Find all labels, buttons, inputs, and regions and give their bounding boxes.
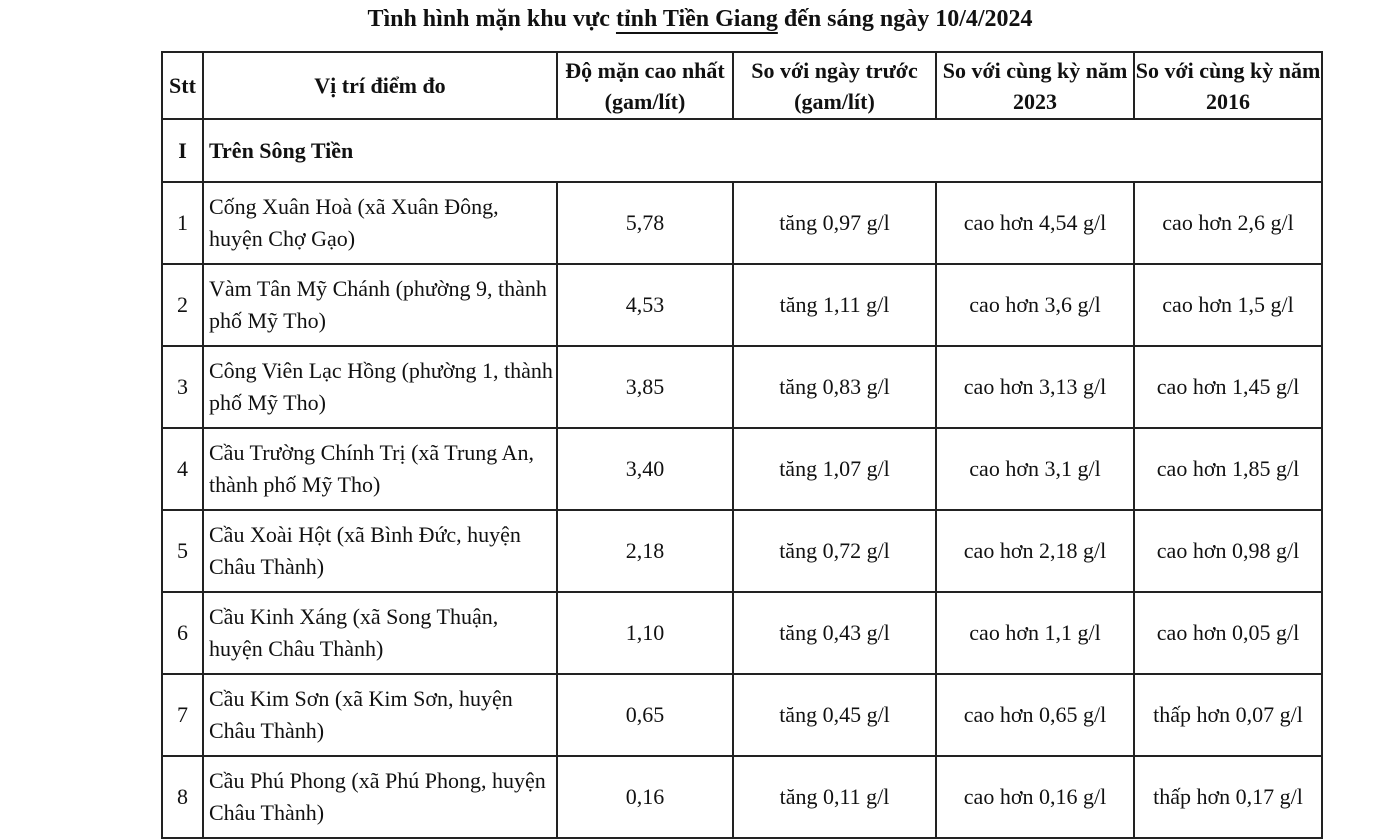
cell-location: Công Viên Lạc Hồng (phường 1, thành phố Mỹ Tho) [203, 346, 557, 428]
cell-vs-2016: thấp hơn 0,07 g/l [1134, 674, 1322, 756]
cell-vs-2016: cao hơn 1,45 g/l [1134, 346, 1322, 428]
cell-vs-prev-day: tăng 0,43 g/l [733, 592, 936, 674]
cell-vs-2023: cao hơn 3,6 g/l [936, 264, 1134, 346]
cell-vs-2016: cao hơn 0,05 g/l [1134, 592, 1322, 674]
cell-vs-2016: cao hơn 1,5 g/l [1134, 264, 1322, 346]
header-vs-prev-day: So với ngày trước (gam/lít) [733, 52, 936, 119]
table-row [162, 592, 1322, 674]
header-location: Vị trí điểm đo [203, 52, 557, 119]
cell-vs-prev-day: tăng 1,07 g/l [733, 428, 936, 510]
document-title [0, 2, 1400, 36]
cell-vs-2016: cao hơn 2,6 g/l [1134, 182, 1322, 264]
cell-max-salinity: 5,78 [557, 182, 733, 264]
cell-max-salinity: 0,65 [557, 674, 733, 756]
cell-vs-prev-day: tăng 1,11 g/l [733, 264, 936, 346]
cell-location: Vàm Tân Mỹ Chánh (phường 9, thành phố Mỹ Tho) [203, 264, 557, 346]
cell-max-salinity: 3,85 [557, 346, 733, 428]
cell-location: Cầu Kinh Xáng (xã Song Thuận, huyện Châu Thành) [203, 592, 557, 674]
table-row [162, 264, 1322, 346]
header-vs-2023: So với cùng kỳ năm 2023 [936, 52, 1134, 119]
cell-stt: 6 [162, 592, 203, 674]
cell-max-salinity: 3,40 [557, 428, 733, 510]
cell-stt: 7 [162, 674, 203, 756]
header-max-salinity: Độ mặn cao nhất (gam/lít) [557, 52, 733, 119]
cell-location: Cầu Trường Chính Trị (xã Trung An, thành phố Mỹ Tho) [203, 428, 557, 510]
table-row [162, 756, 1322, 838]
cell-location: Cầu Xoài Hột (xã Bình Đức, huyện Châu Thành) [203, 510, 557, 592]
cell-location: Cống Xuân Hoà (xã Xuân Đông, huyện Chợ Gạo) [203, 182, 557, 264]
salinity-table [161, 51, 1323, 839]
cell-max-salinity: 2,18 [557, 510, 733, 592]
cell-vs-2023: cao hơn 3,13 g/l [936, 346, 1134, 428]
cell-stt: 1 [162, 182, 203, 264]
cell-vs-2023: cao hơn 1,1 g/l [936, 592, 1134, 674]
cell-max-salinity: 1,10 [557, 592, 733, 674]
header-vs-2016: So với cùng kỳ năm 2016 [1134, 52, 1322, 119]
table-row [162, 182, 1322, 264]
cell-vs-prev-day: tăng 0,72 g/l [733, 510, 936, 592]
cell-stt: 8 [162, 756, 203, 838]
cell-stt: 2 [162, 264, 203, 346]
header-stt: Stt [162, 52, 203, 119]
cell-vs-2023: cao hơn 0,16 g/l [936, 756, 1134, 838]
title-underlined-province: tỉnh Tiền Giang [615, 6, 778, 32]
cell-stt: 4 [162, 428, 203, 510]
cell-location: Cầu Phú Phong (xã Phú Phong, huyện Châu Thành) [203, 756, 557, 838]
cell-vs-2023: cao hơn 2,18 g/l [936, 510, 1134, 592]
cell-vs-prev-day: tăng 0,97 g/l [733, 182, 936, 264]
cell-vs-2016: thấp hơn 0,17 g/l [1134, 756, 1322, 838]
title-part-3: đến sáng ngày 10/4/2024 [777, 6, 1033, 32]
title-part-1: Tình hình mặn khu vực [367, 6, 616, 32]
cell-max-salinity: 4,53 [557, 264, 733, 346]
cell-stt: 5 [162, 510, 203, 592]
section-index: I [162, 119, 203, 182]
section-label: Trên Sông Tiền [203, 119, 1322, 182]
cell-stt: 3 [162, 346, 203, 428]
cell-location: Cầu Kim Sơn (xã Kim Sơn, huyện Châu Thành) [203, 674, 557, 756]
cell-vs-2023: cao hơn 3,1 g/l [936, 428, 1134, 510]
cell-vs-2023: cao hơn 0,65 g/l [936, 674, 1134, 756]
cell-vs-2016: cao hơn 0,98 g/l [1134, 510, 1322, 592]
cell-vs-prev-day: tăng 0,83 g/l [733, 346, 936, 428]
table-row [162, 674, 1322, 756]
table-row [162, 346, 1322, 428]
cell-vs-2023: cao hơn 4,54 g/l [936, 182, 1134, 264]
header-row [162, 52, 1322, 119]
cell-vs-prev-day: tăng 0,11 g/l [733, 756, 936, 838]
cell-vs-2016: cao hơn 1,85 g/l [1134, 428, 1322, 510]
table-row [162, 428, 1322, 510]
cell-vs-prev-day: tăng 0,45 g/l [733, 674, 936, 756]
section-row [162, 119, 1322, 182]
table-row [162, 510, 1322, 592]
cell-max-salinity: 0,16 [557, 756, 733, 838]
